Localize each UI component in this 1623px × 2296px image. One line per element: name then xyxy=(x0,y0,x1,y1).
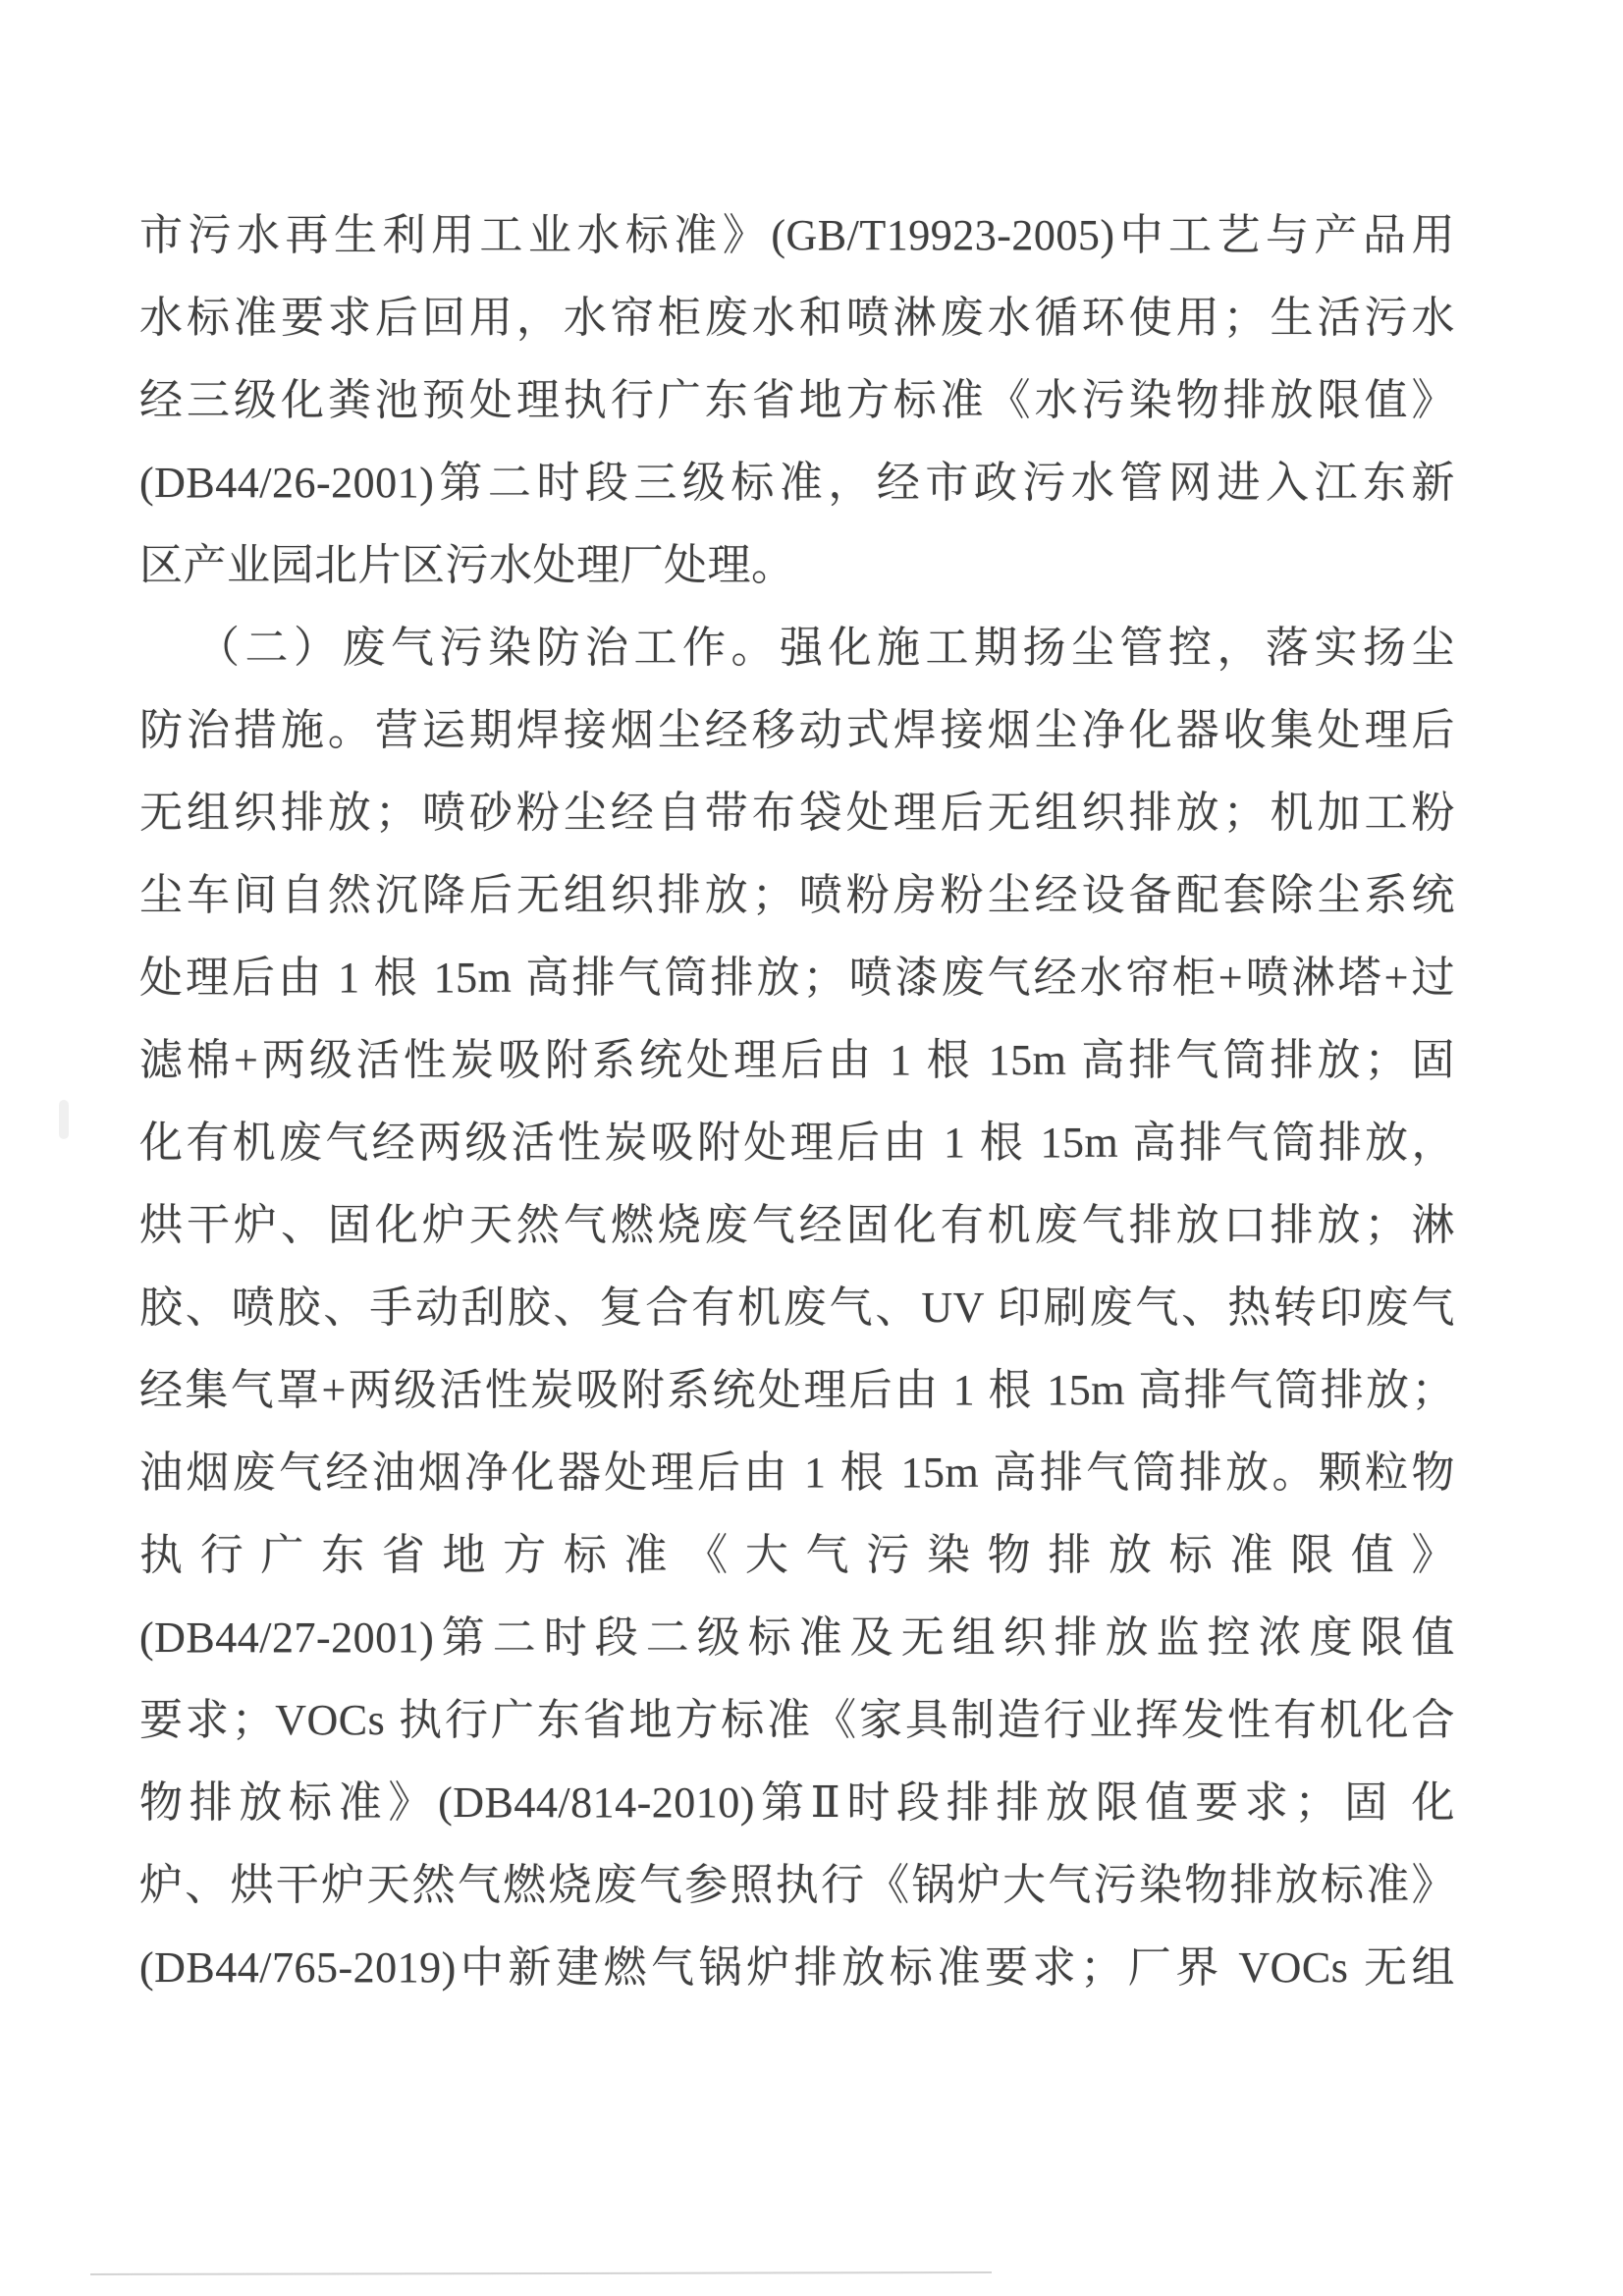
text-line: 滤棉+两级活性炭吸附系统处理后由 1 根 15m 高排气筒排放；固 xyxy=(139,1036,1455,1084)
scan-smudge-artifact xyxy=(59,1100,69,1139)
text-line: （二）废气污染防治工作。强化施工期扬尘管控，落实扬尘 xyxy=(196,624,1455,672)
text-line: (DB44/27-2001)第二时段二级标准及无组织排放监控浓度限值 xyxy=(139,1613,1455,1662)
text-line: 胶、喷胶、手动刮胶、复合有机废气、UV 印刷废气、热转印废气 xyxy=(139,1284,1455,1332)
text-line: 物排放标准》(DB44/814-2010)第Ⅱ时段排排放限值要求；固 化 xyxy=(139,1778,1455,1827)
text-line: 区产业园北片区污水处理厂处理。 xyxy=(139,541,795,589)
text-line: 炉、烘干炉天然气燃烧废气参照执行《锅炉大气污染物排放标准》 xyxy=(139,1861,1455,1909)
text-line: 化有机废气经两级活性炭吸附处理后由 1 根 15m 高排气筒排放， xyxy=(139,1119,1455,1167)
text-line: 处理后由 1 根 15m 高排气筒排放；喷漆废气经水帘柜+喷淋塔+过 xyxy=(139,954,1455,1002)
text-line: (DB44/765-2019)中新建燃气锅炉排放标准要求；厂界 VOCs 无组 xyxy=(139,1943,1455,1992)
text-line: 无组织排放；喷砂粉尘经自带布袋处理后无组织排放；机加工粉 xyxy=(139,789,1455,837)
text-line: (DB44/26-2001)第二时段三级标准，经市政污水管网进入江东新 xyxy=(139,459,1455,507)
text-line: 经三级化粪池预处理执行广东省地方标准《水污染物排放限值》 xyxy=(139,376,1455,424)
text-line: 烘干炉、固化炉天然气燃烧废气经固化有机废气排放口排放；淋 xyxy=(139,1201,1455,1249)
text-line: 市污水再生利用工业水标准》(GB/T19923-2005)中工艺与产品用 xyxy=(139,211,1455,259)
text-line: 经集气罩+两级活性炭吸附系统处理后由 1 根 15m 高排气筒排放； xyxy=(139,1366,1455,1414)
text-line: 水标准要求后回用，水帘柜废水和喷淋废水循环使用；生活污水 xyxy=(139,294,1455,342)
text-line: 防治措施。营运期焊接烟尘经移动式焊接烟尘净化器收集处理后 xyxy=(139,706,1455,754)
document-body xyxy=(139,194,1455,2009)
text-line: 要求；VOCs 执行广东省地方标准《家具制造行业挥发性有机化合 xyxy=(139,1696,1455,1744)
scan-edge-artifact xyxy=(90,2271,992,2275)
text-line: 执行广东省地方标准《大气污染物排放标准限值》 xyxy=(139,1531,1455,1579)
text-line: 尘车间自然沉降后无组织排放；喷粉房粉尘经设备配套除尘系统 xyxy=(139,871,1455,919)
text-line: 油烟废气经油烟净化器处理后由 1 根 15m 高排气筒排放。颗粒物 xyxy=(139,1449,1455,1497)
